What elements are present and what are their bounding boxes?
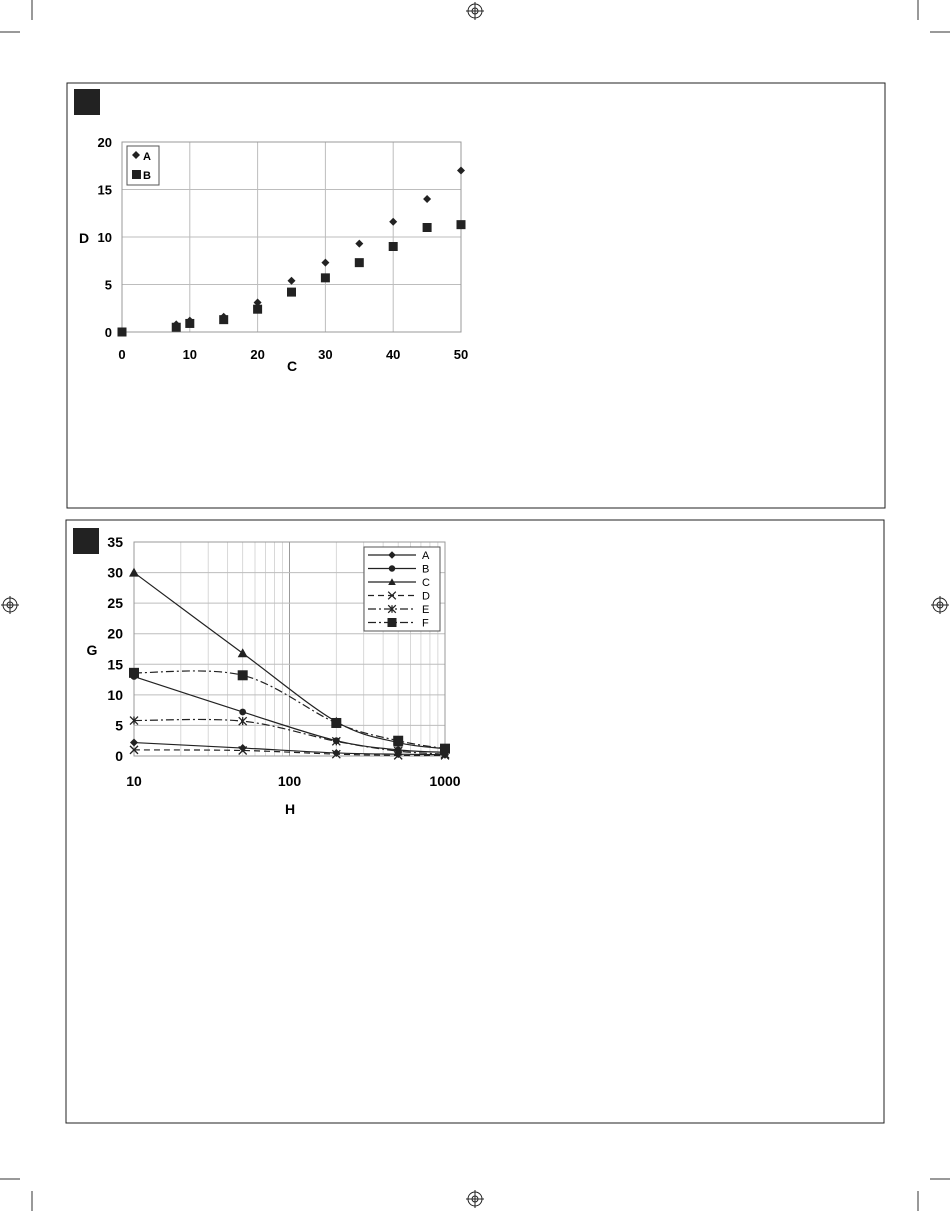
data-point-f: [393, 736, 403, 746]
chart-grid: [122, 142, 461, 332]
data-point-b: [389, 242, 398, 251]
legend-label-f: F: [422, 617, 429, 630]
legend-label-c: C: [422, 577, 430, 589]
data-point-a: [457, 167, 465, 175]
data-point-a: [321, 259, 329, 267]
x-tick-label: 10: [182, 347, 198, 362]
data-point-b: [219, 315, 228, 324]
figure-panel-2: [66, 520, 884, 1123]
legend-label-d: D: [422, 590, 430, 603]
y-tick-label: 0: [104, 325, 112, 340]
y-axis-label: G: [86, 642, 98, 658]
data-point-c: [238, 648, 248, 657]
data-point-b: [355, 258, 364, 267]
x-tick-label: 0: [118, 347, 126, 362]
legend: [127, 146, 159, 185]
y-tick-label: 20: [107, 625, 123, 642]
y-tick-label: 10: [97, 230, 112, 245]
registration-mark-right: [931, 596, 949, 614]
y-tick-labels: [107, 534, 123, 764]
legend-label-a: A: [422, 550, 430, 562]
registration-mark-left: [1, 596, 19, 614]
legend-marker-f: [388, 618, 397, 627]
y-axis-label: D: [78, 230, 90, 246]
data-point-a: [130, 739, 138, 747]
y-tick-label: 15: [97, 182, 112, 198]
line-chart: [87, 534, 461, 817]
legend-label-a: A: [143, 151, 151, 163]
panel-2-badge: [73, 528, 99, 554]
registration-mark-bottom: [466, 1190, 484, 1208]
data-point-b: [457, 220, 466, 229]
y-tick-label: 35: [107, 534, 123, 550]
x-tick-labels: [126, 773, 461, 789]
y-tick-label: 15: [107, 656, 123, 673]
data-point-f: [129, 668, 139, 678]
data-point-f: [238, 670, 248, 680]
legend-label-b: B: [143, 170, 151, 182]
x-tick-label: 100: [277, 773, 302, 789]
data-point-f: [331, 718, 341, 728]
panel-1-badge: [74, 89, 100, 115]
y-tick-label: 10: [107, 686, 123, 703]
data-point-f: [440, 744, 450, 754]
data-point-e: [239, 717, 247, 725]
y-tick-label: 20: [97, 135, 112, 150]
y-tick-label: 5: [115, 717, 123, 734]
data-point-a: [423, 195, 431, 203]
legend: [364, 547, 440, 631]
y-tick-label: 0: [115, 748, 123, 764]
data-point-b: [185, 319, 194, 328]
legend-label-e: E: [422, 604, 430, 616]
data-point-b: [321, 273, 330, 282]
x-tick-label: 10: [126, 773, 142, 789]
y-tick-label: 30: [107, 564, 123, 581]
data-point-a: [288, 277, 296, 285]
scatter-chart: [79, 135, 468, 374]
data-point-a: [389, 218, 397, 226]
data-points: [118, 167, 466, 337]
x-axis-label: H: [284, 801, 296, 817]
y-tick-labels: [98, 135, 112, 340]
data-point-b: [423, 223, 432, 232]
x-tick-label: 50: [453, 347, 469, 362]
legend-marker-b: [389, 565, 395, 571]
data-point-b: [253, 305, 262, 314]
legend-marker-b: [132, 170, 141, 179]
data-point-a: [355, 240, 363, 248]
data-point-b: [118, 328, 127, 337]
registration-mark-top: [466, 2, 484, 20]
legend-label-b: B: [422, 563, 430, 576]
y-tick-label: 5: [104, 277, 112, 293]
x-tick-label: 20: [250, 347, 265, 362]
y-tick-label: 25: [107, 595, 123, 612]
data-point-b: [172, 323, 181, 332]
x-tick-label: 1000: [429, 773, 461, 789]
x-tick-label: 40: [385, 347, 401, 362]
x-axis-label: C: [286, 358, 298, 374]
data-point-b: [239, 709, 246, 716]
data-point-b: [287, 288, 296, 297]
x-tick-label: 30: [318, 347, 333, 362]
